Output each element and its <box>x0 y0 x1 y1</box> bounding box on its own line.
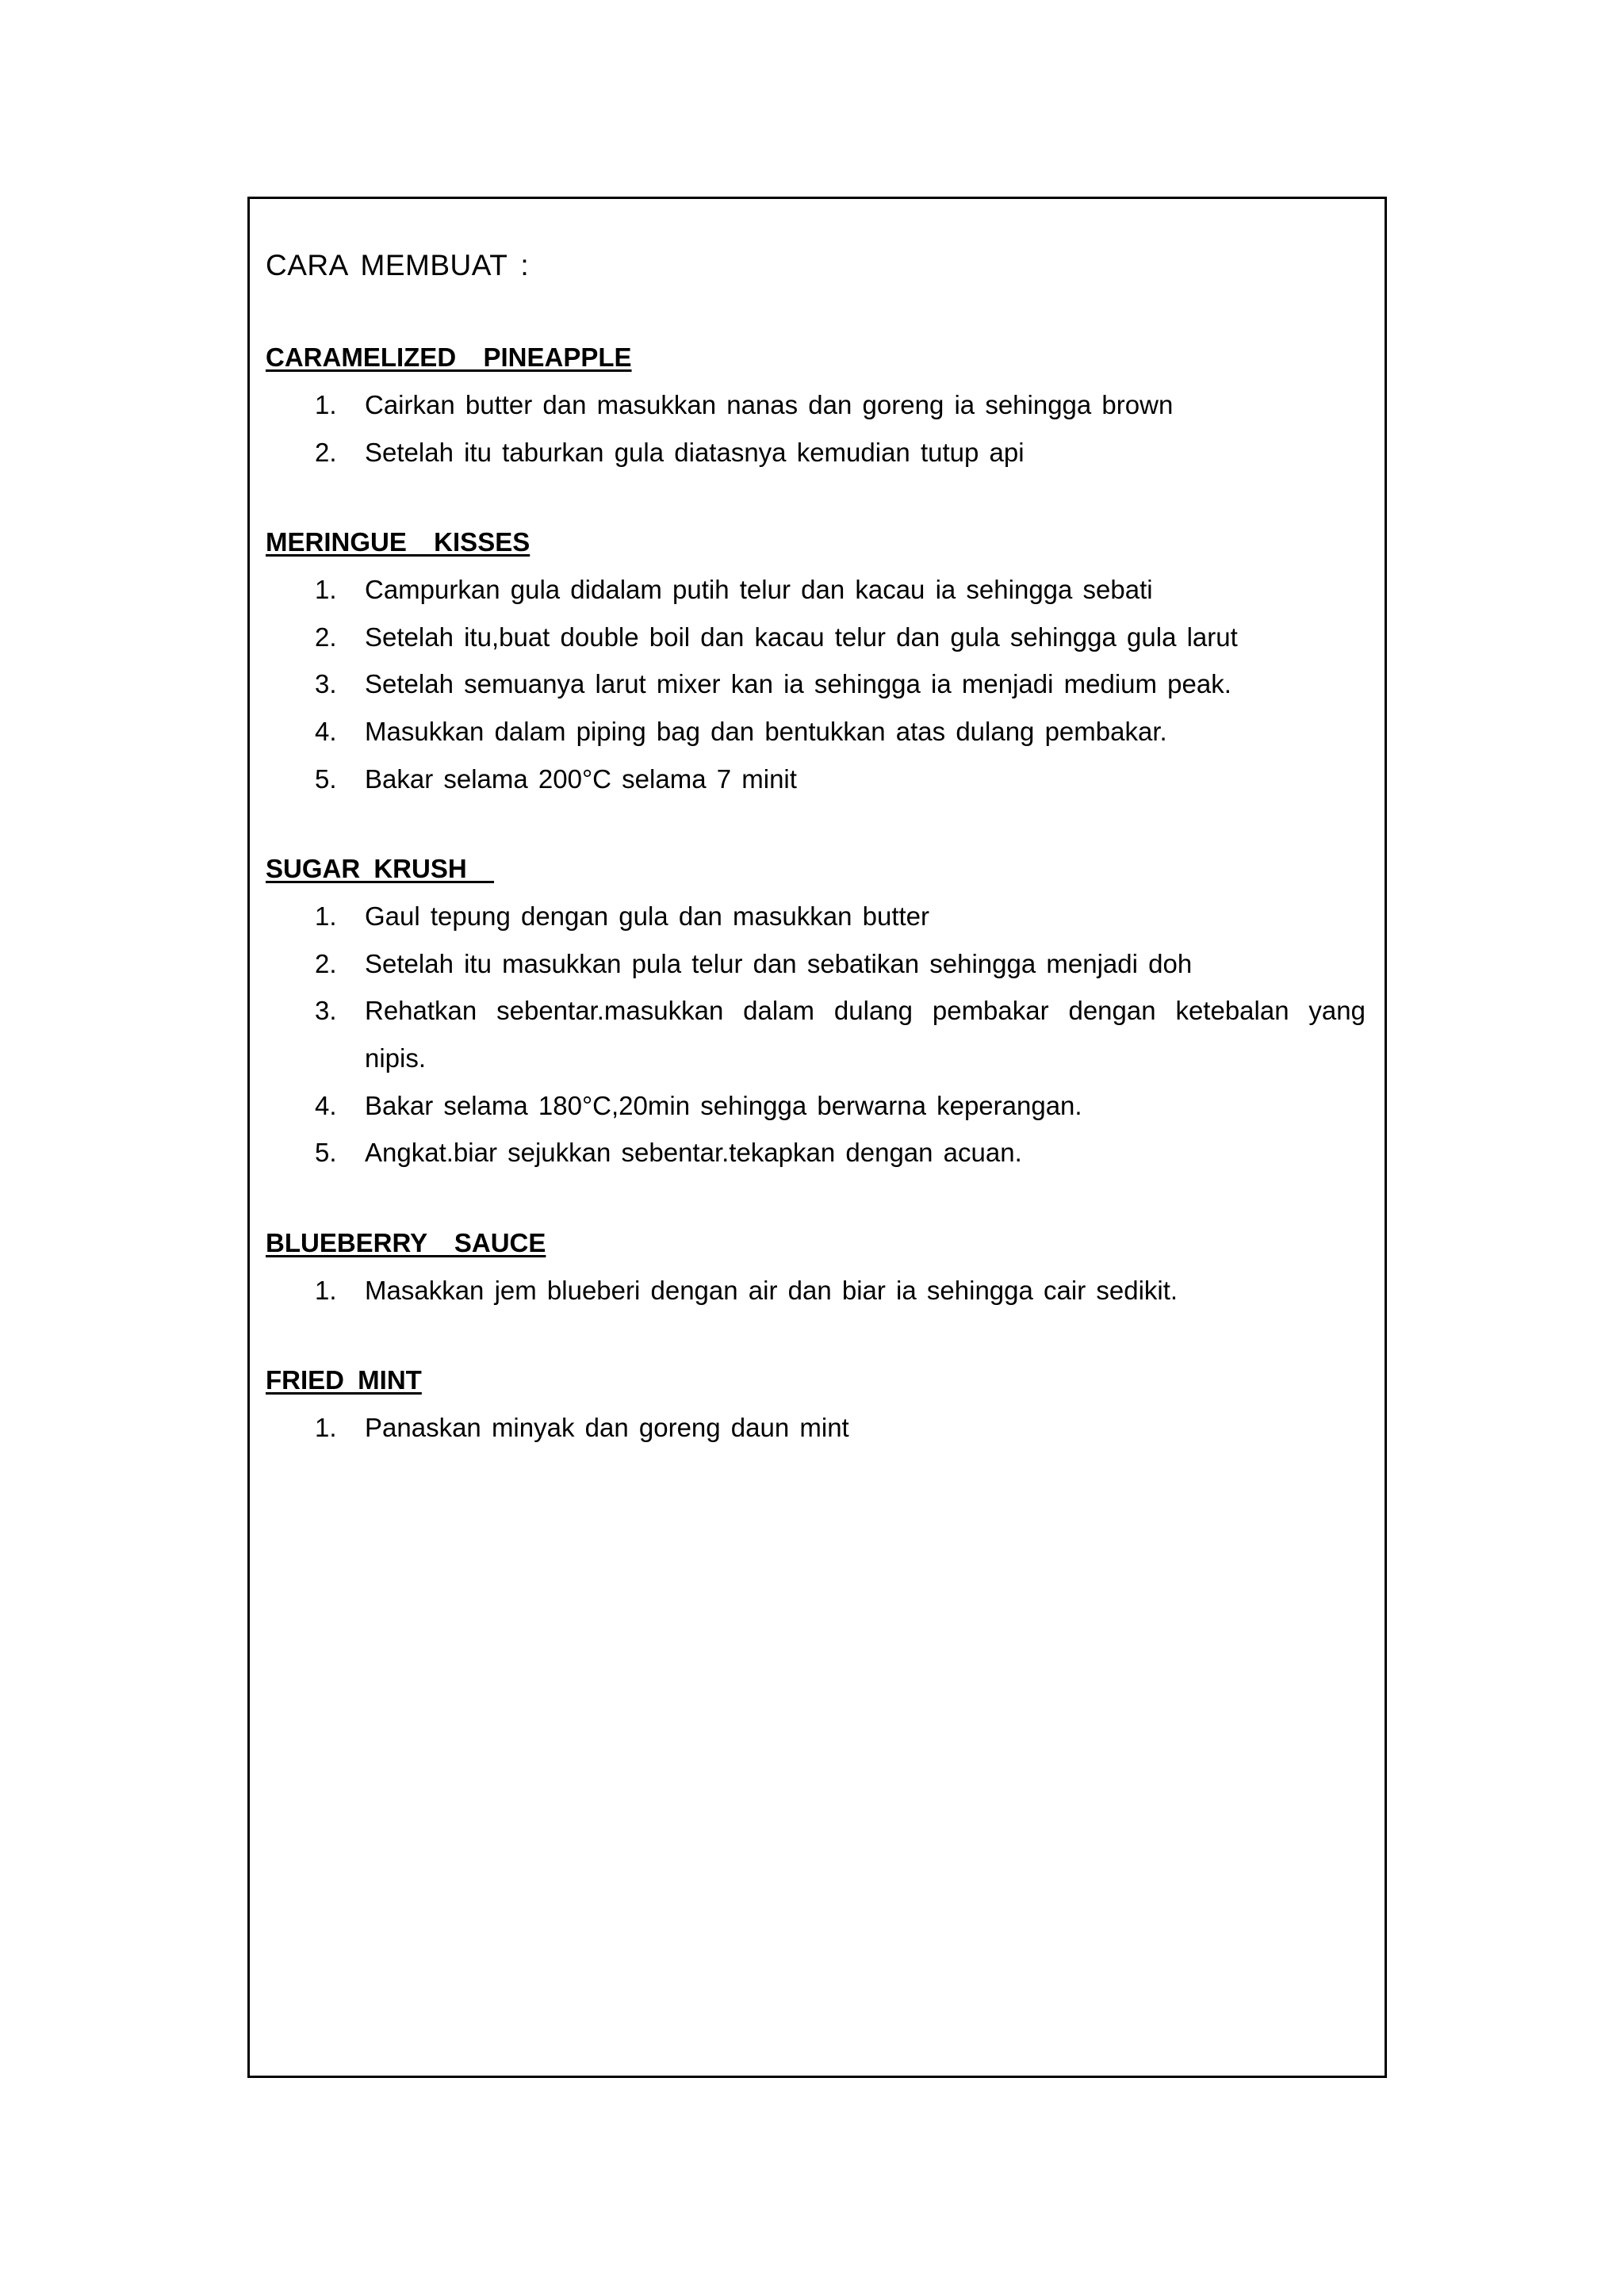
list-item <box>266 940 1369 988</box>
section-blueberry-sauce <box>266 1227 1369 1314</box>
list-item <box>266 708 1369 756</box>
step-list <box>266 1267 1369 1314</box>
step-text: Bakar selama 200°C selama 7 minit <box>365 763 797 794</box>
step-number: 1. <box>315 901 337 932</box>
list-item <box>266 756 1369 803</box>
step-number: 4. <box>315 716 337 746</box>
section-heading: CARAMELIZED PINEAPPLE <box>266 342 632 372</box>
list-item <box>266 1404 1369 1452</box>
step-number: 1. <box>315 390 337 419</box>
step-number: 3. <box>315 669 337 699</box>
list-item <box>266 429 1369 476</box>
step-text: Masakkan jem blueberi dengan air dan biar ia sehingga cair sedikit. <box>365 1275 1178 1305</box>
section-fried-mint <box>266 1364 1369 1452</box>
section-caramelized-pineapple <box>266 342 1369 476</box>
document-title: CARA MEMBUAT : <box>266 249 530 281</box>
list-item <box>266 1082 1369 1130</box>
list-item <box>266 660 1369 708</box>
section-meringue-kisses <box>266 526 1369 802</box>
step-text: Setelah itu taburkan gula diatasnya kemudian tutup api <box>365 437 1025 467</box>
step-number: 1. <box>315 1275 337 1305</box>
step-number: 1. <box>315 1413 337 1443</box>
list-item <box>266 1129 1369 1177</box>
section-heading: FRIED MINT <box>266 1365 422 1395</box>
step-number: 2. <box>315 437 337 467</box>
step-number: 5. <box>315 763 337 794</box>
step-text: Rehatkan sebentar.masukkan dalam dulang pembakar dengan ketebalan yang nipis. <box>365 996 1365 1073</box>
step-list <box>266 1404 1369 1452</box>
step-list <box>266 381 1369 476</box>
step-number: 3. <box>315 996 337 1026</box>
document-frame <box>247 197 1387 2078</box>
section-heading: BLUEBERRY SAUCE <box>266 1227 546 1257</box>
step-text: Gaul tepung dengan gula dan masukkan butter <box>365 901 930 932</box>
step-text: Cairkan butter dan masukkan nanas dan goreng ia sehingga brown <box>365 390 1174 419</box>
step-number: 4. <box>315 1090 337 1120</box>
step-number: 2. <box>315 622 337 652</box>
step-number: 2. <box>315 948 337 978</box>
step-text: Campurkan gula didalam putih telur dan kacau ia sehingga sebati <box>365 575 1153 605</box>
list-item <box>266 987 1369 1081</box>
step-text: Setelah itu,buat double boil dan kacau telur dan gula sehingga gula larut <box>365 622 1238 652</box>
list-item <box>266 614 1369 661</box>
step-number: 5. <box>315 1138 337 1168</box>
list-item <box>266 893 1369 940</box>
list-item <box>266 1267 1369 1314</box>
step-text: Bakar selama 180°C,20min sehingga berwarna keperangan. <box>365 1090 1082 1120</box>
step-text: Setelah semuanya larut mixer kan ia sehingga ia menjadi medium peak. <box>365 669 1231 699</box>
list-item <box>266 381 1369 429</box>
step-text: Setelah itu masukkan pula telur dan sebatikan sehingga menjadi doh <box>365 948 1193 978</box>
step-text: Angkat.biar sejukkan sebentar.tekapkan dengan acuan. <box>365 1138 1022 1168</box>
step-list <box>266 566 1369 802</box>
section-heading: SUGAR KRUSH <box>266 854 495 884</box>
list-item <box>266 566 1369 614</box>
step-text: Panaskan minyak dan goreng daun mint <box>365 1413 849 1443</box>
document-content <box>266 248 1369 1502</box>
section-heading: MERINGUE KISSES <box>266 527 530 557</box>
step-text: Masukkan dalam piping bag dan bentukkan atas dulang pembakar. <box>365 716 1167 746</box>
step-list <box>266 893 1369 1177</box>
section-sugar-krush <box>266 853 1369 1177</box>
step-number: 1. <box>315 575 337 605</box>
